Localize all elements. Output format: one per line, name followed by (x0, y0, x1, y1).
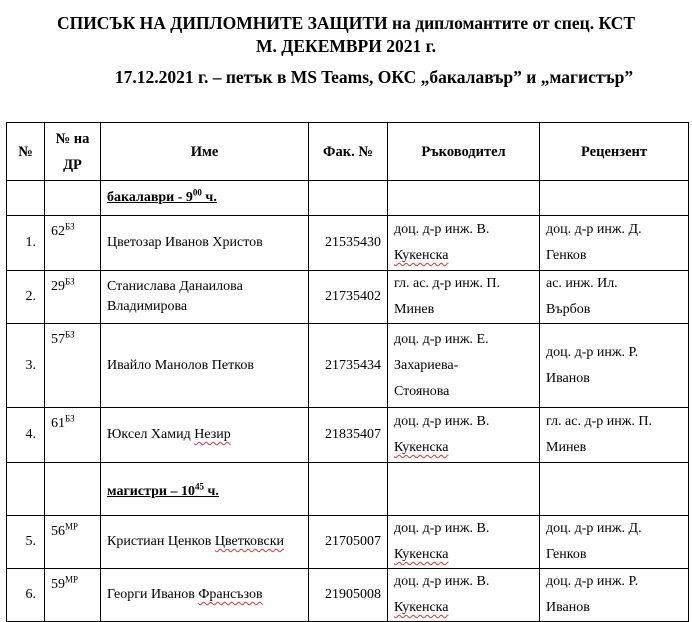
section-label-text: магистри – 10 (107, 484, 195, 499)
supervisor (388, 516, 540, 569)
section-label-text: бакалаври - 9 (107, 190, 193, 205)
thesis-type-sup: МР (65, 521, 79, 532)
supervisor-line: Кукенска (394, 600, 449, 615)
col-header-faculty-number: Фак. № (309, 123, 388, 181)
reviewer-line: ас. инж. Ил. (546, 276, 618, 291)
thesis-number-value: 56 (51, 524, 65, 539)
supervisor-line: доц. д-р инж. В. (394, 521, 490, 536)
reviewer (540, 324, 689, 408)
thesis-number-value: 59 (51, 577, 65, 592)
empty-cell (45, 463, 101, 516)
student-name-part: Юксел Хамид (107, 427, 195, 442)
empty-cell (540, 181, 689, 216)
reviewer-line: доц. д-р инж. Д. (546, 222, 642, 237)
empty-cell (7, 463, 45, 516)
thesis-number (45, 408, 101, 463)
section-label (101, 463, 309, 516)
document-subtitle: 17.12.2021 г. – петък в MS Teams, ОКС „бакалавър” и „магистър” (114, 67, 634, 87)
reviewer-line: Върбов (546, 302, 591, 317)
col-header-name: Име (101, 123, 309, 181)
empty-cell (309, 181, 388, 216)
empty-cell (45, 181, 101, 216)
student-name-part: Цветковски (214, 534, 284, 549)
thesis-number-value: 57 (51, 332, 65, 347)
section-label (101, 181, 309, 216)
thesis-number (45, 569, 101, 622)
faculty-number: 21905008 (309, 569, 388, 622)
reviewer-line: Генков (546, 248, 587, 263)
row-number: 1. (7, 216, 45, 271)
thesis-type-sup: БЗ (65, 329, 75, 340)
thesis-number (45, 324, 101, 408)
empty-cell (388, 463, 540, 516)
supervisor (388, 324, 540, 408)
reviewer-line: доц. д-р инж. Р. (546, 344, 639, 360)
thesis-number (45, 516, 101, 569)
student-name-part: Незир (194, 427, 231, 442)
supervisor (388, 216, 540, 271)
thesis-type-sup: БЗ (65, 221, 75, 232)
table-row (7, 271, 689, 324)
table-row (7, 408, 689, 463)
reviewer (540, 408, 689, 463)
supervisor-line: доц. д-р инж. В. (394, 574, 490, 589)
reviewer-line: Иванов (546, 600, 590, 615)
table-row (7, 216, 689, 271)
faculty-number: 21735402 (309, 271, 388, 324)
col-header-thesis-number-text: № на ДР (55, 130, 90, 173)
document-title-line-2: М. ДЕКЕМВРИ 2021 г. (256, 36, 436, 56)
section-row-bachelors (7, 181, 689, 216)
supervisor (388, 271, 540, 324)
col-header-thesis-number (45, 123, 101, 181)
supervisor-line: Стоянова (394, 383, 450, 399)
student-name: Ивайло Манолов Петков (101, 324, 309, 408)
student-name-line: Владимирова (107, 299, 188, 314)
section-suffix: ч. (203, 484, 219, 499)
table-row (7, 569, 689, 622)
reviewer (540, 216, 689, 271)
row-number: 2. (7, 271, 45, 324)
section-row-masters (7, 463, 689, 516)
student-name-part: Кристиан Ценков (107, 534, 215, 549)
supervisor-line: гл. ас. д-р инж. П. (394, 276, 500, 291)
supervisor (388, 569, 540, 622)
reviewer-line: доц. д-р инж. Р. (546, 574, 639, 589)
student-name (101, 569, 309, 622)
supervisor-line: Минев (394, 302, 435, 317)
thesis-number-value: 62 (51, 224, 65, 239)
reviewer (540, 271, 689, 324)
col-header-reviewer: Рецензент (540, 123, 689, 181)
table-row (7, 324, 689, 408)
empty-cell (540, 463, 689, 516)
thesis-number (45, 271, 101, 324)
empty-cell (388, 181, 540, 216)
col-header-number: № (7, 123, 45, 181)
thesis-number-value: 61 (51, 416, 65, 431)
faculty-number: 21835407 (309, 408, 388, 463)
row-number: 6. (7, 569, 45, 622)
student-name: Цветозар Иванов Христов (101, 216, 309, 271)
supervisor-line: Кукенска (394, 547, 449, 562)
row-number: 3. (7, 324, 45, 408)
thesis-number (45, 216, 101, 271)
reviewer-line: гл. ас. д-р инж. П. (546, 414, 652, 429)
faculty-number: 21535430 (309, 216, 388, 271)
student-name (101, 408, 309, 463)
faculty-number: 21705007 (309, 516, 388, 569)
section-suffix: ч. (201, 190, 217, 205)
supervisor-line: Кукенска (394, 440, 449, 455)
section-time-sup: 00 (192, 187, 202, 198)
document-title-line-1: СПИСЪК НА ДИПЛОМНИТЕ ЗАЩИТИ на дипломантите от спец. КСТ (56, 13, 636, 33)
reviewer (540, 569, 689, 622)
row-number: 4. (7, 408, 45, 463)
supervisor-line: Захариева- (394, 357, 459, 373)
thesis-type-sup: БЗ (65, 276, 75, 287)
student-name-line: Станислава Данаилова (107, 279, 243, 294)
supervisor-line: доц. д-р инж. Е. (394, 331, 489, 347)
student-name-part: Георги Иванов (107, 587, 199, 602)
table-header-row (7, 123, 689, 181)
student-name (101, 516, 309, 569)
supervisor-line: доц. д-р инж. В. (394, 414, 490, 429)
student-name (101, 271, 309, 324)
row-number: 5. (7, 516, 45, 569)
section-time-sup: 45 (194, 481, 204, 492)
supervisor-line: Кукенска (394, 248, 449, 263)
col-header-supervisor: Ръководител (388, 123, 540, 181)
student-name-part: Франсъзов (198, 587, 263, 602)
faculty-number: 21735434 (309, 324, 388, 408)
reviewer (540, 516, 689, 569)
empty-cell (309, 463, 388, 516)
thesis-type-sup: БЗ (65, 413, 75, 424)
reviewer-line: Генков (546, 547, 587, 562)
reviewer-line: Иванов (546, 370, 590, 386)
thesis-type-sup: МР (65, 574, 79, 585)
table-row (7, 516, 689, 569)
reviewer-line: доц. д-р инж. Д. (546, 521, 642, 536)
supervisor-line: доц. д-р инж. В. (394, 222, 490, 237)
empty-cell (7, 181, 45, 216)
thesis-number-value: 29 (51, 279, 65, 294)
defenses-table (6, 122, 689, 622)
reviewer-line: Минев (546, 440, 587, 455)
supervisor (388, 408, 540, 463)
